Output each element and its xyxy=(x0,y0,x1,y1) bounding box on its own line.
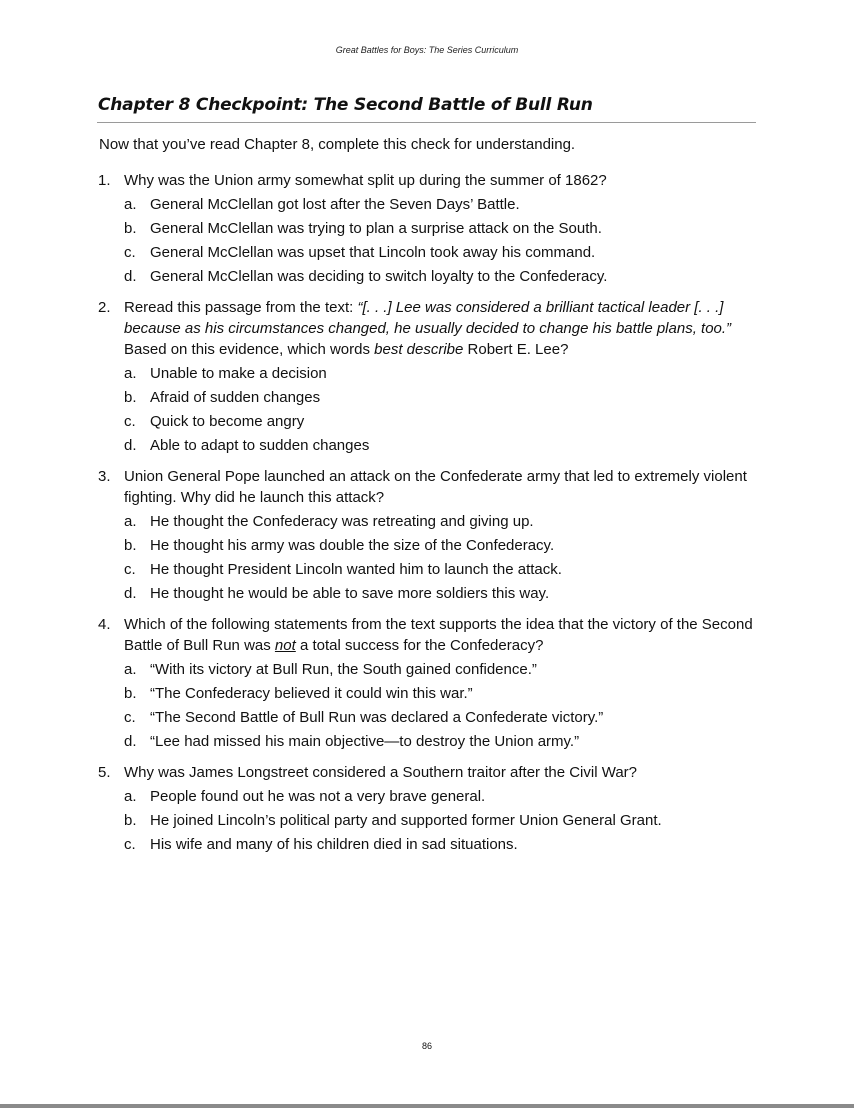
question-text xyxy=(124,614,758,656)
option-text: Unable to make a decision xyxy=(150,365,327,382)
chapter-title: Chapter 8 Checkpoint: The Second Battle of Bull Run xyxy=(98,95,593,115)
option-1d[interactable] xyxy=(124,266,758,287)
option-letter: a. xyxy=(124,365,137,382)
question-text-lead: Reread this passage from the text: xyxy=(124,299,358,316)
option-text: Afraid of sudden changes xyxy=(150,389,321,406)
question-5 xyxy=(98,762,758,855)
option-3c[interactable] xyxy=(124,559,758,580)
running-header: Great Battles for Boys: The Series Curriculum xyxy=(335,45,519,55)
option-list xyxy=(124,659,758,752)
option-2a[interactable] xyxy=(124,363,758,384)
question-text-tail: a total success for the Confederacy? xyxy=(295,637,544,654)
option-5c[interactable] xyxy=(124,834,758,855)
option-text: General McClellan got lost after the Seven Days’ Battle. xyxy=(150,196,520,213)
option-letter: c. xyxy=(124,836,136,853)
option-2b[interactable] xyxy=(124,387,758,408)
option-letter: d. xyxy=(124,733,137,750)
option-text: Able to adapt to sudden changes xyxy=(150,437,370,454)
question-number: 5. xyxy=(98,764,111,781)
option-letter: b. xyxy=(124,685,137,702)
option-text: “The Confederacy believed it could win this war.” xyxy=(150,685,473,702)
option-text: “The Second Battle of Bull Run was declared a Confederate victory.” xyxy=(150,709,604,726)
option-list xyxy=(124,786,758,855)
option-text: “Lee had missed his main objective—to destroy the Union army.” xyxy=(150,733,580,750)
question-number: 3. xyxy=(98,468,111,485)
option-letter: d. xyxy=(124,268,137,285)
question-text xyxy=(124,297,758,360)
option-text: “With its victory at Bull Run, the South gained confidence.” xyxy=(150,661,537,678)
option-3b[interactable] xyxy=(124,535,758,556)
option-4b[interactable] xyxy=(124,683,758,704)
option-letter: c. xyxy=(124,413,136,430)
option-text: He joined Lincoln’s political party and supported former Union General Grant. xyxy=(150,812,662,829)
option-text: General McClellan was trying to plan a surprise attack on the South. xyxy=(150,220,602,237)
question-text-lead: Which of the following statements from the text supports the idea that the victory of the Second Battle of Bull Run was xyxy=(124,616,753,654)
option-letter: a. xyxy=(124,513,137,530)
option-text: People found out he was not a very brave general. xyxy=(150,788,486,805)
question-text-tail: Robert E. Lee? xyxy=(463,341,569,358)
option-1a[interactable] xyxy=(124,194,758,215)
option-list xyxy=(124,363,758,456)
option-2c[interactable] xyxy=(124,411,758,432)
question-text-mid: Based on this evidence, which words xyxy=(124,341,375,358)
option-letter: b. xyxy=(124,537,137,554)
question-text: Union General Pope launched an attack on the Confederate army that led to extremely violent fighting. Why did he launch this attack? xyxy=(124,468,747,506)
option-letter: b. xyxy=(124,389,137,406)
emphasis-text: best describe xyxy=(374,341,464,358)
option-text: General McClellan was deciding to switch loyalty to the Confederacy. xyxy=(150,268,608,285)
option-letter: d. xyxy=(124,437,137,454)
option-4a[interactable] xyxy=(124,659,758,680)
question-1 xyxy=(98,170,758,287)
option-letter: c. xyxy=(124,709,136,726)
option-letter: b. xyxy=(124,812,137,829)
question-list xyxy=(98,170,758,865)
option-letter: b. xyxy=(124,220,137,237)
question-number: 4. xyxy=(98,616,111,633)
option-list xyxy=(124,194,758,287)
option-1b[interactable] xyxy=(124,218,758,239)
option-letter: c. xyxy=(124,244,136,261)
question-text: Why was James Longstreet considered a Southern traitor after the Civil War? xyxy=(124,764,638,781)
intro-text: Now that you’ve read Chapter 8, complete this check for understanding. xyxy=(99,136,576,153)
option-letter: c. xyxy=(124,561,136,578)
option-4d[interactable] xyxy=(124,731,758,752)
option-letter: a. xyxy=(124,788,137,805)
question-text: Why was the Union army somewhat split up during the summer of 1862? xyxy=(124,172,607,189)
option-text: He thought his army was double the size of the Confederacy. xyxy=(150,537,555,554)
option-5b[interactable] xyxy=(124,810,758,831)
option-letter: a. xyxy=(124,196,137,213)
option-2d[interactable] xyxy=(124,435,758,456)
option-letter: a. xyxy=(124,661,137,678)
question-2 xyxy=(98,297,758,456)
option-letter: d. xyxy=(124,585,137,602)
option-text: Quick to become angry xyxy=(150,413,305,430)
option-text: General McClellan was upset that Lincoln took away his command. xyxy=(150,244,596,261)
question-4 xyxy=(98,614,758,752)
option-3a[interactable] xyxy=(124,511,758,532)
page-number: 86 xyxy=(421,1041,432,1051)
option-text: He thought the Confederacy was retreating and giving up. xyxy=(150,513,534,530)
option-text: He thought President Lincoln wanted him to launch the attack. xyxy=(150,561,562,578)
option-text: He thought he would be able to save more soldiers this way. xyxy=(150,585,550,602)
option-1c[interactable] xyxy=(124,242,758,263)
quoted-passage: “[. . .] Lee was considered a brilliant tactical leader [. . .] because as his circumstances changed, he usually decided to change his battle plans, too.” xyxy=(124,299,732,337)
option-list xyxy=(124,511,758,604)
option-3d[interactable] xyxy=(124,583,758,604)
question-number: 2. xyxy=(98,299,111,316)
option-5a[interactable] xyxy=(124,786,758,807)
question-3 xyxy=(98,466,758,604)
option-text: His wife and many of his children died in sad situations. xyxy=(150,836,518,853)
title-divider xyxy=(97,122,756,123)
viewer-bottom-bar xyxy=(0,1104,854,1108)
question-number: 1. xyxy=(98,172,111,189)
option-4c[interactable] xyxy=(124,707,758,728)
emphasis-text: not xyxy=(274,637,296,654)
